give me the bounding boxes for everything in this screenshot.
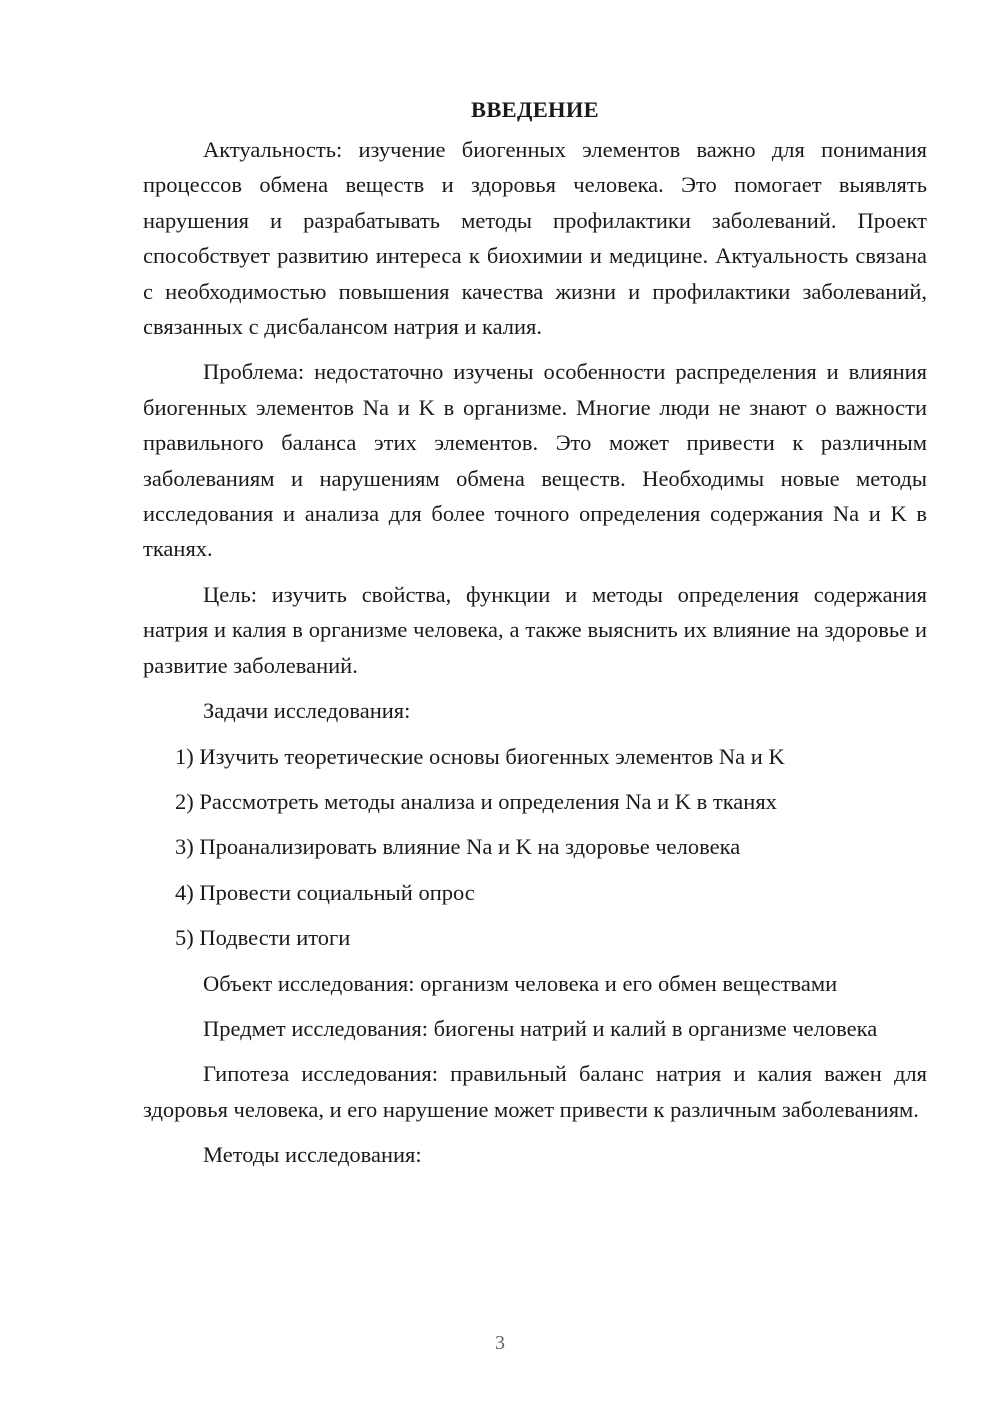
tasks-list bbox=[143, 739, 927, 956]
relevance-paragraph: Актуальность: изучение биогенных элементов важно для понимания процессов обмена веществ и здоровья человека. Это помогает выявлять нарушения и разрабатывать методы профилактики заболеваний. Проект способствует развитию интереса к биохимии и медицине. Актуальность связана с необходимостью повышения качества жизни и профилактики заболеваний, связанных с дисбалансом натрия и калия. bbox=[143, 137, 927, 340]
task-item: 2) Рассмотреть методы анализа и определения Na и K в тканях bbox=[175, 788, 777, 814]
goal-paragraph: Цель: изучить свойства, функции и методы определения содержания натрия и калия в организме человека, а также выяснить их влияние на здоровье и развитие заболеваний. bbox=[143, 581, 927, 678]
methods-heading: Методы исследования: bbox=[203, 1142, 422, 1168]
problem-paragraph: Проблема: недостаточно изучены особенности распределения и влияния биогенных элементов Na и K в организме. Многие люди не знают о важности правильного баланса этих элементов. Это может привести к различным заболеваниям и нарушениям обмена веществ. Необходимы новые методы исследования и анализа для более точного определения содержания Na и K в тканях. bbox=[143, 359, 927, 562]
task-item: 4) Провести социальный опрос bbox=[175, 879, 475, 905]
research-object: Объект исследования: организм человека и его обмен веществами bbox=[203, 970, 838, 996]
task-item: 1) Изучить теоретические основы биогенных элементов Na и K bbox=[175, 743, 785, 769]
task-item: 5) Подвести итоги bbox=[175, 925, 351, 951]
page-title: ВВЕДЕНИЕ bbox=[471, 97, 599, 122]
page-number: 3 bbox=[495, 1332, 505, 1354]
research-subject: Предмет исследования: биогены натрий и калий в организме человека bbox=[203, 1015, 878, 1041]
page-content bbox=[143, 92, 927, 1183]
research-hypothesis: Гипотеза исследования: правильный баланс натрия и калия важен для здоровья человека, и его нарушение может привести к различным заболеваниям. bbox=[143, 1061, 927, 1122]
tasks-heading: Задачи исследования: bbox=[203, 698, 411, 724]
task-item: 3) Проанализировать влияние Na и K на здоровье человека bbox=[175, 834, 741, 860]
